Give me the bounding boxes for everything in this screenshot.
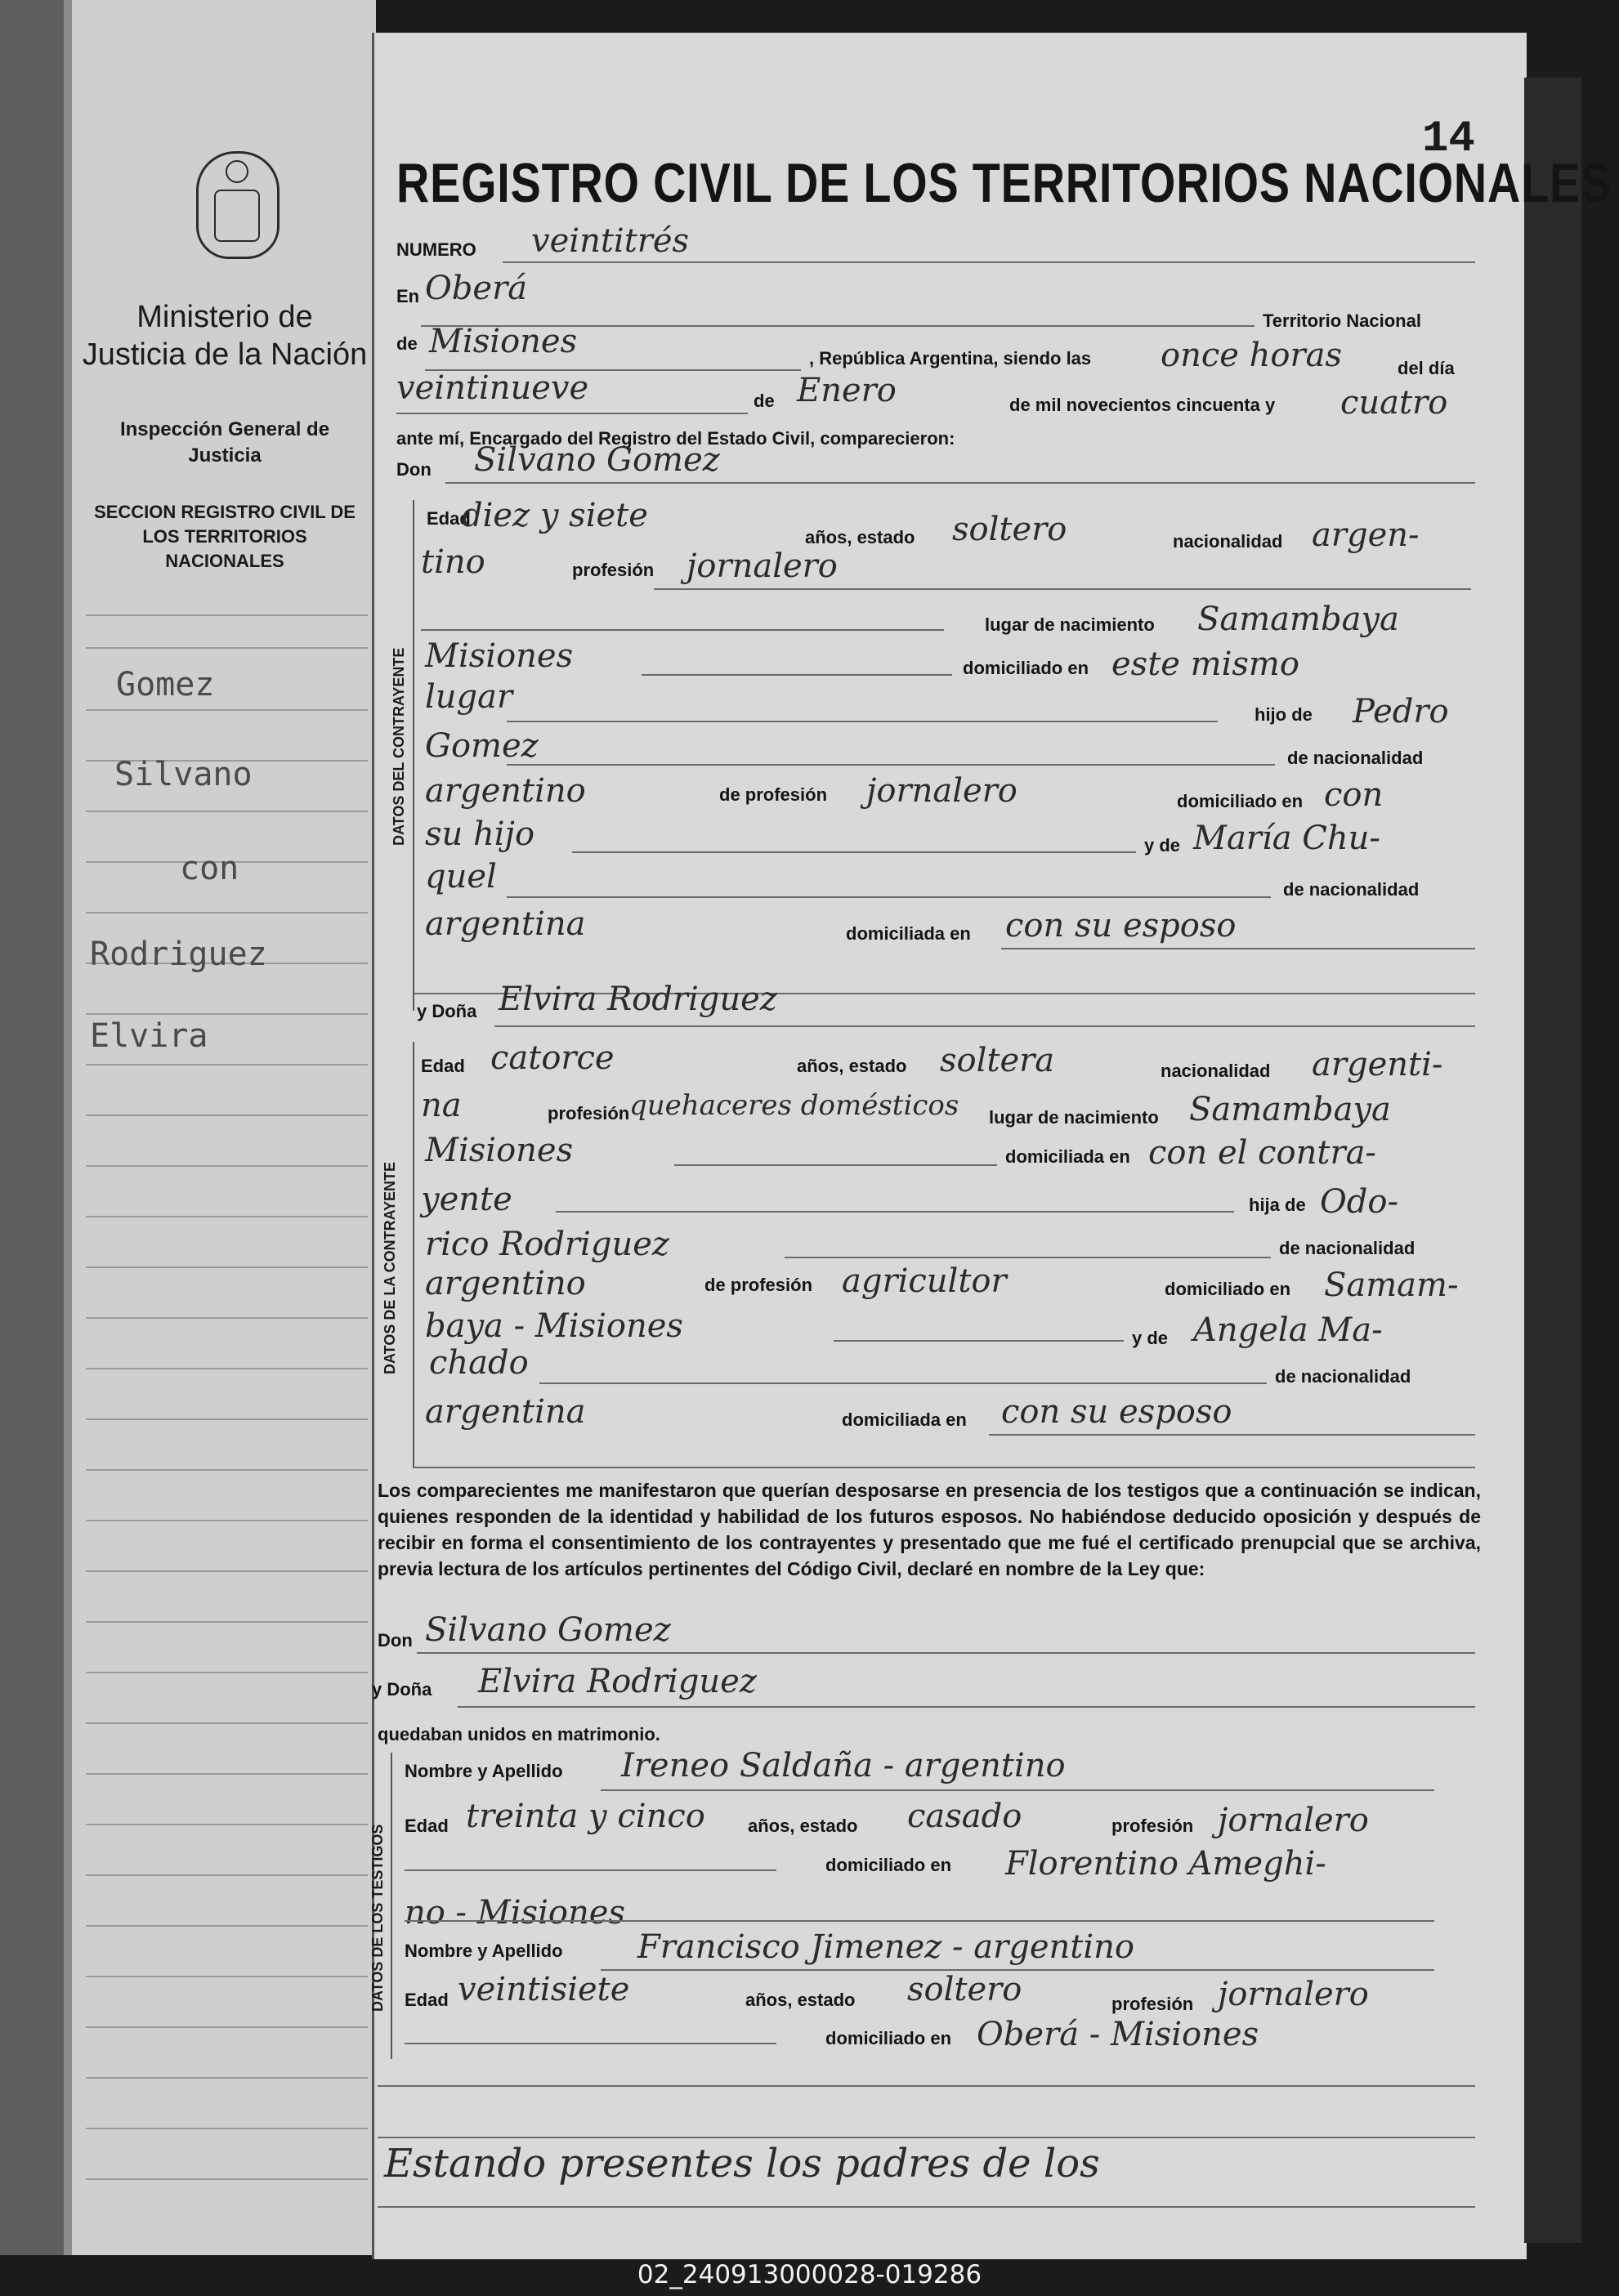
t2-profesion-value: jornalero bbox=[1218, 1976, 1369, 2013]
f-de-nacionalidad-label: de nacionalidad bbox=[1279, 1238, 1416, 1258]
republica-label: , República Argentina, siendo las bbox=[809, 348, 1092, 369]
f-domiciliada-label: domiciliada en bbox=[1005, 1146, 1130, 1167]
margin-rule bbox=[86, 1368, 368, 1369]
madre-value: María Chu- bbox=[1193, 820, 1380, 857]
numero-value: veintitrés bbox=[531, 222, 690, 260]
f-padre-value: Odo- bbox=[1320, 1183, 1398, 1221]
nacionalidad-cont: tino bbox=[421, 543, 485, 581]
f-lugar-cont: Misiones bbox=[425, 1132, 574, 1169]
fill-line bbox=[674, 1164, 997, 1166]
f-edad-value: catorce bbox=[490, 1039, 615, 1077]
t1-edad-label: Edad bbox=[405, 1816, 449, 1836]
territorio-label: Territorio Nacional bbox=[1263, 310, 1421, 331]
decl-dona-value: Elvira Rodriguez bbox=[478, 1663, 757, 1700]
padre-nacionalidad: argentino bbox=[425, 772, 586, 810]
f-domicilio-value: con el contra- bbox=[1148, 1134, 1376, 1172]
fill-line bbox=[572, 851, 1136, 853]
t2-nombre-value: Francisco Jimenez - argentino bbox=[637, 1928, 1135, 1966]
fill-line bbox=[405, 2043, 776, 2044]
t1-domicilio-value: Florentino Ameghi- bbox=[1005, 1845, 1326, 1883]
fill-line bbox=[507, 764, 1275, 766]
de-value: Misiones bbox=[429, 323, 578, 360]
padre-domiciliado-label: domiciliado en bbox=[1177, 791, 1304, 811]
t1-estado-value: casado bbox=[907, 1798, 1022, 1835]
margin-note: con bbox=[180, 850, 239, 887]
madre-domicilio: con su esposo bbox=[1005, 907, 1237, 945]
fill-line bbox=[503, 261, 1475, 263]
anio-label: de mil novecientos cincuenta y bbox=[1009, 395, 1276, 415]
t1-domicilio-cont: no - Misiones bbox=[405, 1894, 625, 1932]
fill-line bbox=[378, 2085, 1475, 2087]
decl-don-value: Silvano Gomez bbox=[425, 1611, 671, 1649]
f-padre-domicilio-cont: baya - Misiones bbox=[425, 1307, 683, 1345]
margin-rule bbox=[86, 1773, 368, 1775]
margin-rule bbox=[86, 1216, 368, 1217]
section-bracket bbox=[413, 1042, 414, 1467]
margin-rule bbox=[86, 2178, 368, 2180]
document-title: REGISTRO CIVIL DE LOS TERRITORIOS NACIONALES bbox=[396, 152, 1612, 214]
decl-don-label: Don bbox=[378, 1630, 413, 1651]
t1-nombre-label: Nombre y Apellido bbox=[405, 1761, 563, 1781]
nacionalidad-label: nacionalidad bbox=[1173, 531, 1283, 552]
contrayente-section-label: DATOS DEL CONTRAYENTE bbox=[391, 647, 407, 846]
margin-rule bbox=[86, 1418, 368, 1420]
mes-value: Enero bbox=[797, 372, 897, 409]
contrayente-name: Silvano Gomez bbox=[474, 441, 720, 479]
fill-line bbox=[507, 896, 1271, 898]
margin-rule bbox=[86, 1976, 368, 1977]
f-padre-profesion: agricultor bbox=[842, 1262, 1007, 1300]
t2-domicilio-value: Oberá - Misiones bbox=[977, 2016, 1259, 2053]
ante-label: ante mí, Encargado del Registro del Estado Civil, comparecieron: bbox=[396, 428, 955, 449]
ministry-title: Ministerio de Justicia de la Nación bbox=[82, 300, 368, 372]
lugar-value: Samambaya bbox=[1197, 601, 1399, 638]
de-nacionalidad-label: de nacionalidad bbox=[1287, 748, 1424, 768]
fill-line bbox=[378, 2137, 1475, 2138]
f-madre-value: Angela Ma- bbox=[1193, 1311, 1383, 1349]
margin-rule bbox=[86, 1570, 368, 1572]
t1-profesion-value: jornalero bbox=[1218, 1802, 1369, 1839]
f-estado-value: soltera bbox=[940, 1042, 1055, 1079]
lugar-label: lugar de nacimiento bbox=[985, 614, 1155, 635]
del-dia-label: del día bbox=[1398, 358, 1455, 378]
t1-profesion-label: profesión bbox=[1111, 1816, 1194, 1836]
margin-rule bbox=[86, 1064, 368, 1065]
margin-rule bbox=[86, 709, 368, 711]
page-number: 14 bbox=[1422, 114, 1475, 164]
fill-line bbox=[654, 588, 1471, 590]
f-nacionalidad-label: nacionalidad bbox=[1161, 1061, 1271, 1081]
section-label: SECCION REGISTRO CIVIL DE LOS TERRITORIOS NACIONALES bbox=[94, 502, 356, 571]
don-label: Don bbox=[396, 459, 432, 480]
inspection-label: Inspección General de Justicia bbox=[119, 418, 330, 467]
de-profesion-label: de profesión bbox=[719, 784, 828, 805]
margin-rule bbox=[86, 1925, 368, 1927]
madre-cont: quel bbox=[425, 858, 497, 896]
nacionalidad-value: argen- bbox=[1312, 516, 1420, 554]
f-lugar-label: lugar de nacimiento bbox=[989, 1107, 1159, 1128]
f-nacionalidad-value: argenti- bbox=[1312, 1046, 1443, 1083]
margin-rule bbox=[86, 1114, 368, 1116]
y-de-label: y de bbox=[1144, 835, 1181, 855]
f-hija-label: hija de bbox=[1249, 1195, 1306, 1215]
fill-line bbox=[405, 1920, 1434, 1922]
f-madre-nacionalidad: argentina bbox=[425, 1393, 586, 1431]
de-label: de bbox=[396, 333, 418, 354]
fill-line bbox=[378, 2206, 1475, 2208]
estado-value: soltero bbox=[952, 511, 1067, 548]
fill-line bbox=[642, 674, 952, 676]
declaration-paragraph: Los comparecientes me manifestaron que querían desposarse en presencia de los testigos que a continuación se indican, quienes responden de la identidad y habilidad de los futuros esposos. No habiéndose deducido oposición y después de recibir en forma el consentimiento de los contrayentes y presentado que me fué el certificado prenupcial que se archiva, previa lectura de los artículos pertinentes del Código Civil, declaré en nombre de la Ley que: bbox=[378, 1480, 1481, 1579]
hora-value: once horas bbox=[1161, 337, 1342, 374]
en-value: Oberá bbox=[425, 270, 528, 307]
margin-rule bbox=[86, 647, 368, 649]
fill-line bbox=[1001, 948, 1475, 949]
fill-line bbox=[494, 1025, 1475, 1027]
domicilio-cont: lugar bbox=[425, 678, 513, 716]
fill-line bbox=[413, 1467, 1475, 1468]
edad-value: diez y siete bbox=[462, 497, 648, 534]
margin-rule bbox=[86, 2026, 368, 2028]
dona-label: y Doña bbox=[417, 1001, 477, 1021]
f-padre-domicilio: Samam- bbox=[1324, 1266, 1459, 1304]
dia-value: veintinueve bbox=[396, 369, 589, 407]
f-edad-label: Edad bbox=[421, 1056, 465, 1076]
margin-note: Gomez bbox=[116, 666, 215, 704]
padre-cont: Gomez bbox=[425, 727, 539, 765]
t2-nombre-label: Nombre y Apellido bbox=[405, 1941, 563, 1961]
t1-anios-estado-label: años, estado bbox=[748, 1816, 858, 1836]
book-cover-edge bbox=[1524, 78, 1581, 2243]
f-anios-estado-label: años, estado bbox=[797, 1056, 907, 1076]
fill-line bbox=[396, 413, 748, 414]
t2-domiciliado-label: domiciliado en bbox=[825, 2028, 952, 2048]
anios-estado-label: años, estado bbox=[805, 527, 915, 547]
margin-rule bbox=[86, 1621, 368, 1623]
fill-line bbox=[785, 1257, 1271, 1258]
padre-domicilio: con bbox=[1324, 776, 1384, 814]
f-padre-cont: rico Rodriguez bbox=[425, 1226, 669, 1263]
t2-anios-estado-label: años, estado bbox=[745, 1990, 856, 2010]
f-madre-de-nacionalidad-label: de nacionalidad bbox=[1275, 1366, 1411, 1387]
f-profesion-label: profesión bbox=[548, 1103, 630, 1123]
testigos-section-label: DATOS DE LOS TESTIGOS bbox=[369, 1824, 386, 2012]
margin-rule bbox=[86, 2077, 368, 2079]
f-de-profesion-label: de profesión bbox=[704, 1275, 813, 1295]
margin-rule bbox=[86, 1317, 368, 1319]
madre-nacionalidad: argentina bbox=[425, 905, 586, 943]
margin-rule bbox=[86, 1469, 368, 1471]
numero-label: NUMERO bbox=[396, 239, 476, 260]
fill-line bbox=[834, 1340, 1124, 1342]
t1-edad-value: treinta y cinco bbox=[466, 1798, 705, 1835]
fill-line bbox=[421, 629, 944, 631]
margin-rule bbox=[86, 1520, 368, 1521]
domiciliado-label: domiciliado en bbox=[963, 658, 1089, 678]
f-madre-domiciliada-label: domiciliada en bbox=[842, 1409, 967, 1430]
margin-rule bbox=[86, 1722, 368, 1724]
domicilio-value: este mismo bbox=[1111, 645, 1299, 683]
margin-note: Silvano bbox=[114, 756, 253, 793]
f-nacionalidad-cont: na bbox=[421, 1087, 462, 1124]
fill-line bbox=[445, 482, 1475, 484]
margin-rule bbox=[86, 2128, 368, 2129]
contrayente-f-section-label: DATOS DE LA CONTRAYENTE bbox=[382, 1161, 398, 1374]
decl-dona-label: y Doña bbox=[372, 1679, 432, 1700]
margin-note: Elvira bbox=[90, 1017, 208, 1055]
fill-line bbox=[539, 1383, 1267, 1384]
profesion-value: jornalero bbox=[687, 547, 838, 585]
t1-nombre-value: Ireneo Saldaña - argentino bbox=[621, 1747, 1066, 1785]
padre-profesion: jornalero bbox=[866, 772, 1017, 810]
book-spine-edge bbox=[64, 0, 72, 2255]
closing-line: Estando presentes los padres de los bbox=[384, 2141, 1100, 2187]
contrayente-f-name: Elvira Rodriguez bbox=[499, 980, 777, 1018]
fill-line bbox=[417, 1652, 1475, 1654]
margin-rule bbox=[86, 614, 368, 616]
f-profesion-value: quehaceres domésticos bbox=[629, 1089, 959, 1122]
margin-rule bbox=[86, 1824, 368, 1825]
f-padre-nacionalidad: argentino bbox=[425, 1265, 586, 1302]
margin-rule bbox=[86, 811, 368, 812]
madre-de-nacionalidad-label: de nacionalidad bbox=[1283, 879, 1420, 900]
de-mes-label: de bbox=[754, 391, 775, 411]
image-id-caption: 02_240913000028-019286 bbox=[637, 2260, 982, 2289]
edad-label: Edad bbox=[427, 508, 471, 529]
f-y-de-label: y de bbox=[1132, 1328, 1169, 1348]
f-domicilio-cont: yente bbox=[421, 1181, 512, 1218]
fill-line bbox=[989, 1434, 1475, 1436]
margin-rule bbox=[86, 912, 368, 913]
section-bracket bbox=[413, 500, 414, 1011]
t2-edad-label: Edad bbox=[405, 1990, 449, 2010]
margin-rule bbox=[86, 1672, 368, 1673]
profesion-label: profesión bbox=[572, 560, 655, 580]
margin-rule bbox=[86, 1013, 368, 1015]
f-madre-cont: chado bbox=[429, 1344, 529, 1382]
section-bracket bbox=[391, 1753, 392, 2059]
f-lugar-value: Samambaya bbox=[1189, 1091, 1391, 1128]
lugar-cont: Misiones bbox=[425, 637, 574, 675]
domiciliada-label: domiciliada en bbox=[846, 923, 971, 944]
fill-line bbox=[458, 1706, 1475, 1708]
seal-sun-icon bbox=[226, 160, 248, 183]
anio-value: cuatro bbox=[1340, 384, 1448, 422]
margin-rule bbox=[86, 1165, 368, 1167]
seal-shield-icon bbox=[214, 190, 260, 242]
fill-line bbox=[507, 721, 1218, 722]
book-spine bbox=[0, 0, 64, 2255]
padre-value: Pedro bbox=[1353, 693, 1449, 730]
padre-domicilio-cont: su hijo bbox=[425, 815, 535, 853]
hijo-label: hijo de bbox=[1255, 704, 1313, 725]
f-padre-domiciliado-label: domiciliado en bbox=[1165, 1279, 1291, 1299]
quedaban-label: quedaban unidos en matrimonio. bbox=[378, 1724, 660, 1744]
t2-estado-value: soltero bbox=[907, 1971, 1022, 2008]
t2-edad-value: veintisiete bbox=[458, 1971, 630, 2008]
margin-rule bbox=[86, 1266, 368, 1268]
t2-profesion-label: profesión bbox=[1111, 1994, 1194, 2014]
t1-domiciliado-label: domiciliado en bbox=[825, 1855, 952, 1875]
f-madre-domicilio: con su esposo bbox=[1001, 1393, 1232, 1431]
fill-line bbox=[556, 1211, 1234, 1213]
fill-line bbox=[405, 1869, 776, 1871]
en-label: En bbox=[396, 286, 420, 306]
fill-line bbox=[601, 1789, 1434, 1791]
margin-note: Rodriguez bbox=[90, 936, 267, 973]
margin-rule bbox=[86, 1874, 368, 1876]
